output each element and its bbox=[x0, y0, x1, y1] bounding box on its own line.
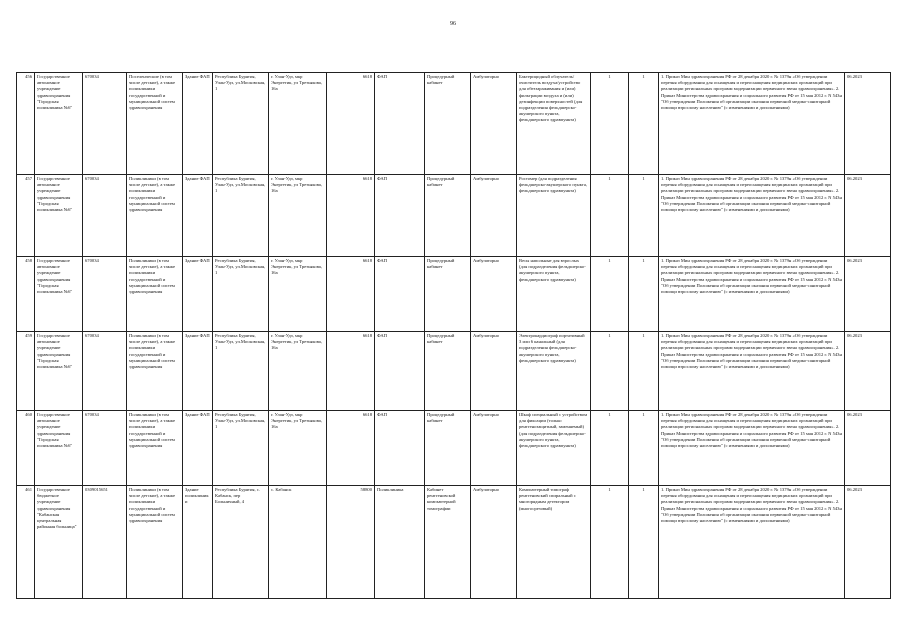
table-row bbox=[17, 73, 891, 175]
legal-address: Республика Бурятия, Улан-Удэ, ул.Московская, 1 bbox=[213, 411, 269, 486]
room-name: Процедурный кабинет bbox=[425, 175, 471, 257]
room-name: Процедурный кабинет bbox=[425, 411, 471, 486]
delivery-date: 06.2023 bbox=[845, 411, 891, 486]
care-mode: Амбулаторно bbox=[471, 73, 517, 175]
site-locality: г. Улан-Удэ, мкр Энергетик, ул Третьякова, 16а bbox=[269, 332, 327, 411]
legal-basis: 1. Приказ Мин здравоохранения РФ от 28 декабря 2020 г. № 1379н «Об утверждении перечня оборудования для оснащения и переоснащения медицинских организаций при реализации региональных программ модернизации первичного звена здравоохранения». 2. Приказ Министерства здравоохранения и социального развития РФ от 15 мая 2012 г. N 543н "Об утверждении Положения об организации оказания первичной медико-санитарной помощи взрослому населению" (с изменениями и дополнениями) bbox=[659, 175, 845, 257]
quantity-needed: 1 bbox=[591, 257, 629, 332]
care-mode: Амбулаторно bbox=[471, 486, 517, 599]
row-index: 459 bbox=[17, 332, 35, 411]
attached-population: 6618 bbox=[327, 73, 375, 175]
delivery-date: 06.2023 bbox=[845, 73, 891, 175]
organization-name: Государственное автономное учреждение здравоохранения "Городская поликлиника №6" bbox=[35, 332, 83, 411]
quantity-planned: 1 bbox=[629, 486, 659, 599]
equipment-name: Компьютерный томограф рентгеновский спиральный с многорядным детектором (многосрезовый) bbox=[517, 486, 591, 599]
table-row bbox=[17, 332, 891, 411]
care-mode: Амбулаторно bbox=[471, 175, 517, 257]
organization-code: 670034 bbox=[83, 175, 127, 257]
legal-address: Республика Бурятия, Улан-Удэ, ул.Московская, 1 bbox=[213, 73, 269, 175]
organization-name: Государственное бюджетное учреждение здравоохранения "Кабанская центральная районная больница" bbox=[35, 486, 83, 599]
quantity-planned: 1 bbox=[629, 73, 659, 175]
facility-scope: Поликлиники (в том числе детские), а также поликлиники государственной и муниципальной систем здравоохранения bbox=[127, 257, 183, 332]
delivery-date: 06.2023 bbox=[845, 332, 891, 411]
quantity-needed: 1 bbox=[591, 332, 629, 411]
delivery-date: 06.2023 bbox=[845, 257, 891, 332]
facility-scope: Поселенческие (в том числе детские), а также поликлиники государственной и муниципальной систем здравоохранения bbox=[127, 73, 183, 175]
facility-scope: Поликлиники (в том числе детские), а также поликлиники государственной и муниципальной систем здравоохранения bbox=[127, 486, 183, 599]
legal-basis: 1. Приказ Мин здравоохранения РФ от 28 декабря 2020 г. № 1379н «Об утверждении перечня оборудования для оснащения и переоснащения медицинских организаций при реализации региональных программ модернизации первичного звена здравоохранения». 2. Приказ Министерства здравоохранения и социального развития РФ от 15 мая 2012 г. N 543н "Об утверждении Положения об организации оказания первичной медико-санитарной помощи взрослому населению" (с изменениями и дополнениями) bbox=[659, 332, 845, 411]
building-type: Здание ФАП bbox=[183, 73, 213, 175]
quantity-needed: 1 bbox=[591, 73, 629, 175]
room-name: Процедурный кабинет bbox=[425, 73, 471, 175]
unit-type: ФАП bbox=[375, 257, 425, 332]
quantity-needed: 1 bbox=[591, 411, 629, 486]
quantity-planned: 1 bbox=[629, 332, 659, 411]
organization-code: 0309015651 bbox=[83, 486, 127, 599]
attached-population: 6618 bbox=[327, 175, 375, 257]
delivery-date: 06.2023 bbox=[845, 486, 891, 599]
row-index: 456 bbox=[17, 73, 35, 175]
delivery-date: 06.2023 bbox=[845, 175, 891, 257]
room-name: Процедурный кабинет bbox=[425, 257, 471, 332]
care-mode: Амбулаторно bbox=[471, 257, 517, 332]
attached-population: 6618 bbox=[327, 411, 375, 486]
organization-name: Государственное автономное учреждение здравоохранения "Городская поликлиника №6" bbox=[35, 73, 83, 175]
equipment-name: Бактерицидный облучатель/очиститель воздуха/устройство для обеззараживания и (или) фильтрации воздуха и (или) дезинфекции поверхностей (для подразделения фельдшерско-акушерского пункта, фельдшерского здравпункта) bbox=[517, 73, 591, 175]
legal-address: Республика Бурятия, Улан-Удэ, ул.Московская, 1 bbox=[213, 332, 269, 411]
page-number: 96 bbox=[450, 21, 456, 27]
facility-scope: Поликлиники (в том числе детские), а также поликлиники государственной и муниципальной систем здравоохранения bbox=[127, 175, 183, 257]
building-type: Здание ФАП bbox=[183, 411, 213, 486]
building-type: Здание ФАП bbox=[183, 257, 213, 332]
site-locality: г. Улан-Удэ, мкр Энергетик, ул Третьякова, 16а bbox=[269, 73, 327, 175]
building-type: Здание ФАП bbox=[183, 332, 213, 411]
table-row bbox=[17, 486, 891, 599]
organization-code: 670034 bbox=[83, 257, 127, 332]
care-mode: Амбулаторно bbox=[471, 332, 517, 411]
quantity-planned: 1 bbox=[629, 411, 659, 486]
facility-scope: Поликлиники (в том числе детские), а также поликлиники государственной и муниципальной систем здравоохранения bbox=[127, 411, 183, 486]
room-name: Кабинет рентгеновской компьютерной томографии bbox=[425, 486, 471, 599]
table-row bbox=[17, 175, 891, 257]
unit-type: ФАП bbox=[375, 175, 425, 257]
quantity-needed: 1 bbox=[591, 486, 629, 599]
legal-address: Республика Бурятия, Улан-Удэ, ул.Московская, 1 bbox=[213, 175, 269, 257]
quantity-needed: 1 bbox=[591, 175, 629, 257]
row-index: 457 bbox=[17, 175, 35, 257]
row-index: 461 bbox=[17, 486, 35, 599]
row-index: 460 bbox=[17, 411, 35, 486]
equipment-name: Весы напольные для взрослых (для подразделения фельдшерско-акушерского пункта, фельдшерского здравпункта) bbox=[517, 257, 591, 332]
building-type: Здание ФАП bbox=[183, 175, 213, 257]
equipment-name: Шкаф специальный с устройством для фиксации (только рентгенозащитный, заменяемый) (для подразделения фельдшерско-акушерского пункта, фельдшерского здравпункта) bbox=[517, 411, 591, 486]
facility-scope: Поликлиники (в том числе детские), а также поликлиники государственной и муниципальной систем здравоохранения bbox=[127, 332, 183, 411]
site-locality: с. Кабанск bbox=[269, 486, 327, 599]
unit-type: Поликлиника bbox=[375, 486, 425, 599]
legal-basis: 1. Приказ Мин здравоохранения РФ от 28 декабря 2020 г. № 1379н «Об утверждении перечня оборудования для оснащения и переоснащения медицинских организаций при реализации региональных программ модернизации первичного звена здравоохранения». 2. Приказ Министерства здравоохранения и социального развития РФ от 15 мая 2012 г. N 543н "Об утверждении Положения об организации оказания первичной медико-санитарной помощи взрослому населению" (с изменениями и дополнениями) bbox=[659, 257, 845, 332]
site-locality: г. Улан-Удэ, мкр Энергетик, ул Третьякова, 16а bbox=[269, 175, 327, 257]
unit-type: ФАП bbox=[375, 73, 425, 175]
equipment-name: Электрокардиограф портативный 3 или 6 канальный (для подразделения фельдшерско-акушерского пункта, фельдшерского здравпункта) bbox=[517, 332, 591, 411]
quantity-planned: 1 bbox=[629, 257, 659, 332]
table-row bbox=[17, 411, 891, 486]
equipment-registry-table bbox=[16, 72, 891, 599]
table-row bbox=[17, 257, 891, 332]
attached-population: 58800 bbox=[327, 486, 375, 599]
building-type: Здание поликлиники bbox=[183, 486, 213, 599]
unit-type: ФАП bbox=[375, 332, 425, 411]
care-mode: Амбулаторно bbox=[471, 411, 517, 486]
site-locality: г. Улан-Удэ, мкр Энергетик, ул Третьякова, 16а bbox=[269, 411, 327, 486]
site-locality: г. Улан-Удэ, мкр Энергетик, ул Третьякова, 16а bbox=[269, 257, 327, 332]
room-name: Процедурный кабинет bbox=[425, 332, 471, 411]
organization-name: Государственное автономное учреждение здравоохранения "Городская поликлиника №6" bbox=[35, 175, 83, 257]
legal-basis: 1. Приказ Мин здравоохранения РФ от 28 декабря 2020 г. № 1379н «Об утверждении перечня оборудования для оснащения и переоснащения медицинских организаций при реализации региональных программ модернизации первичного звена здравоохранения». 2. Приказ Министерства здравоохранения и социального развития РФ от 15 мая 2012 г. N 543н "Об утверждении Положения об организации оказания первичной медико-санитарной помощи взрослому населению" (с изменениями и дополнениями) bbox=[659, 73, 845, 175]
quantity-planned: 1 bbox=[629, 175, 659, 257]
organization-name: Государственное автономное учреждение здравоохранения "Городская поликлиника №6" bbox=[35, 411, 83, 486]
equipment-name: Ростомер (для подразделения фельдшерско-акушерского пункта, фельдшерского здравпункта) bbox=[517, 175, 591, 257]
row-index: 458 bbox=[17, 257, 35, 332]
attached-population: 6618 bbox=[327, 332, 375, 411]
unit-type: ФАП bbox=[375, 411, 425, 486]
legal-basis: 1. Приказ Мин здравоохранения РФ от 28 декабря 2020 г. № 1379н «Об утверждении перечня оборудования для оснащения и переоснащения медицинских организаций при реализации региональных программ модернизации первичного звена здравоохранения». 2. Приказ Министерства здравоохранения и социального развития РФ от 15 мая 2012 г. N 543н "Об утверждении Положения об организации оказания первичной медико-санитарной помощи взрослому населению" (с изменениями и дополнениями) bbox=[659, 411, 845, 486]
legal-address: Республика Бурятия, Улан-Удэ, ул.Московская, 1 bbox=[213, 257, 269, 332]
legal-basis: 1. Приказ Мин здравоохранения РФ от 28 декабря 2020 г. № 1379н «Об утверждении перечня оборудования для оснащения и переоснащения медицинских организаций при реализации региональных программ модернизации первичного звена здравоохранения». 2. Приказ Министерства здравоохранения и социального развития РФ от 15 мая 2012 г. N 543н "Об утверждении Положения об организации оказания первичной медико-санитарной помощи взрослому населению" (с изменениями и дополнениями) bbox=[659, 486, 845, 599]
attached-population: 6618 bbox=[327, 257, 375, 332]
organization-code: 670034 bbox=[83, 73, 127, 175]
organization-code: 670034 bbox=[83, 411, 127, 486]
organization-code: 670034 bbox=[83, 332, 127, 411]
legal-address: Республика Бурятия, с. Кабанск, пер Больничный, 4 bbox=[213, 486, 269, 599]
organization-name: Государственное автономное учреждение здравоохранения "Городская поликлиника №6" bbox=[35, 257, 83, 332]
